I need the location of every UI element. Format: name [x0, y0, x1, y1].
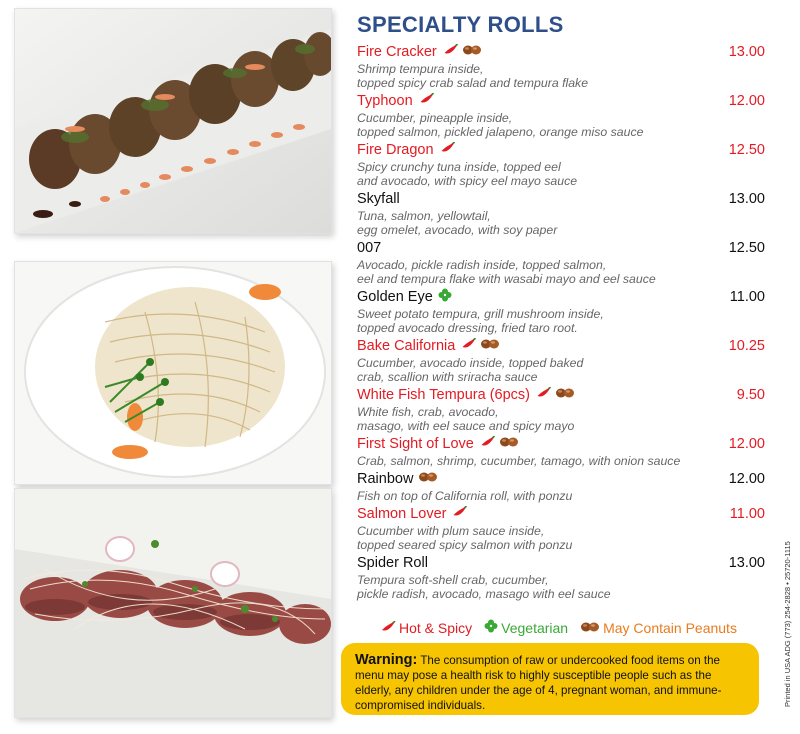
- menu-item-name: [357, 555, 433, 571]
- menu-item-header: [357, 189, 765, 209]
- menu-item-description-line: Crab, salmon, shrimp, cucumber, tamago, with onion sauce: [357, 454, 681, 468]
- menu-item-name: [357, 191, 405, 207]
- menu-item-header: [357, 553, 765, 573]
- legend-vegetarian: [484, 619, 568, 636]
- menu-item-description: [357, 62, 765, 90]
- menu-item-header: [357, 434, 765, 454]
- menu-item: [357, 238, 765, 286]
- menu-item-name-text: Typhoon: [357, 93, 413, 109]
- menu-item-description: [357, 356, 765, 384]
- chili-pepper-icon: [479, 436, 496, 452]
- menu-item-name-text: 007: [357, 240, 382, 256]
- menu-item-header: [357, 42, 765, 62]
- menu-item-name: [357, 471, 441, 487]
- menu-item-header: [357, 91, 765, 111]
- clover-icon: [438, 288, 452, 306]
- menu-title: SPECIALTY ROLLS: [357, 12, 564, 37]
- menu-item-name: [357, 506, 471, 522]
- menu-item-description-line: and avocado, with spicy eel mayo sauce: [357, 174, 578, 188]
- menu-item-description: [357, 405, 765, 433]
- menu-item-description: [357, 454, 765, 468]
- menu-item-name-text: Fire Cracker: [357, 44, 437, 60]
- menu-item-description-line: topped salmon, pickled jalapeno, orange miso sauce: [357, 125, 644, 139]
- menu-item-description-line: egg omelet, avocado, with soy paper: [357, 223, 558, 237]
- menu-item-description-line: masago, with eel sauce and spicy mayo: [357, 419, 575, 433]
- menu-item-price: 12.00: [728, 93, 765, 109]
- legend-hot-label: Hot & Spicy: [399, 619, 473, 636]
- menu-item-price: 13.00: [728, 191, 765, 207]
- menu-item-description-line: Tuna, salmon, yellowtail,: [357, 209, 491, 223]
- menu-item-description-line: crab, scallion with sriracha sauce: [357, 370, 538, 384]
- menu-item-description: [357, 307, 765, 335]
- legend-peanuts-label: May Contain Peanuts: [603, 619, 737, 636]
- chili-pepper-icon: [451, 506, 468, 522]
- menu-item-name: [357, 338, 503, 354]
- menu-item-description-line: Tempura soft-shell crab, cucumber,: [357, 573, 549, 587]
- legend-hot-spicy: [380, 620, 472, 636]
- menu-item-description-line: Avocado, pickle radish inside, topped salmon,: [357, 258, 607, 272]
- menu-item: [357, 91, 765, 139]
- menu-item-description-line: Cucumber, avocado inside, topped baked: [357, 356, 584, 370]
- menu-item-description-line: topped avocado dressing, fried taro root.: [357, 321, 578, 335]
- menu-items-list: [357, 42, 765, 601]
- menu-item-name: [357, 93, 438, 109]
- menu-item-price: 10.25: [728, 338, 765, 354]
- menu-item-description: [357, 160, 765, 188]
- peanut-icon: [580, 620, 600, 636]
- menu-item-header: [357, 287, 765, 307]
- menu-item-description-line: pickle radish, avocado, masago with eel sauce: [357, 587, 611, 601]
- menu-item-description-line: White fish, crab, avocado,: [357, 405, 499, 419]
- menu-item-name-text: Fire Dragon: [357, 142, 434, 158]
- chili-pepper-icon: [460, 338, 477, 354]
- menu-item-price: 12.50: [728, 240, 765, 256]
- clover-icon: [484, 619, 498, 636]
- icon-legend: [380, 619, 745, 636]
- menu-item-price: 12.00: [728, 436, 765, 452]
- legend-vegetarian-label: Vegetarian: [501, 619, 569, 636]
- menu-item-name-text: Bake California: [357, 338, 456, 354]
- menu-item-description-line: Shrimp tempura inside,: [357, 62, 484, 76]
- menu-item: [357, 287, 765, 335]
- menu-item-header: [357, 140, 765, 160]
- menu-item: [357, 434, 765, 468]
- menu-item-price: 11.00: [729, 506, 765, 522]
- warning-box: [341, 643, 759, 715]
- menu-item-price: 12.50: [728, 142, 765, 158]
- peanut-icon: [499, 436, 519, 452]
- menu-item-name: [357, 387, 578, 403]
- menu-item-name-text: Salmon Lover: [357, 506, 447, 522]
- menu-item-description-line: topped seared spicy salmon with ponzu: [357, 538, 573, 552]
- menu-item-name-text: Rainbow: [357, 471, 414, 487]
- menu-item-name-text: White Fish Tempura (6pcs): [357, 387, 530, 403]
- photo-taro-salad: [14, 261, 332, 485]
- menu-item-header: [357, 238, 765, 258]
- menu-item: [357, 42, 765, 90]
- menu-item: [357, 189, 765, 237]
- menu-item-name: [357, 436, 522, 452]
- menu-item-name: [357, 44, 485, 60]
- menu-item-description: [357, 111, 765, 139]
- peanut-icon: [480, 338, 500, 354]
- menu-item-name-text: Skyfall: [357, 191, 400, 207]
- menu-item-name-text: Spider Roll: [357, 555, 428, 571]
- menu-item: [357, 504, 765, 552]
- menu-item-description-line: Sweet potato tempura, grill mushroom inside,: [357, 307, 604, 321]
- menu-section: [357, 12, 765, 602]
- menu-item-name-text: First Sight of Love: [357, 436, 474, 452]
- menu-item-price: 13.00: [728, 44, 765, 60]
- menu-item: [357, 553, 765, 601]
- menu-item-description-line: Cucumber, pineapple inside,: [357, 111, 513, 125]
- menu-item-price: 9.50: [736, 387, 765, 403]
- peanut-icon: [462, 44, 482, 60]
- chili-pepper-icon: [535, 387, 552, 403]
- menu-item-name: [357, 240, 386, 256]
- menu-item-name-text: Golden Eye: [357, 289, 433, 305]
- menu-item: [357, 140, 765, 188]
- menu-item-name: [357, 288, 455, 306]
- photo-seared-tuna: [14, 488, 332, 718]
- menu-item-header: [357, 504, 765, 524]
- menu-item-description: [357, 489, 765, 503]
- menu-item-description-line: eel and tempura flake with wasabi mayo and eel sauce: [357, 272, 656, 286]
- menu-item-description: [357, 573, 765, 601]
- menu-item: [357, 336, 765, 384]
- menu-item-price: 13.00: [728, 555, 765, 571]
- warning-title: Warning:: [355, 652, 418, 668]
- print-note: Printed in USA ADG (773) 254-2828 • 25720-1115: [783, 541, 792, 707]
- chili-pepper-icon: [380, 620, 396, 636]
- menu-item-price: 11.00: [729, 289, 765, 305]
- menu-item: [357, 469, 765, 503]
- legend-peanuts: [580, 620, 737, 636]
- menu-item-description-line: topped spicy crab salad and tempura flake: [357, 76, 589, 90]
- warning-text: The consumption of raw or undercooked food items on the menu may pose a health risk to highly susceptible people such as the elderly, any children under the age of 4, pregnant woman, and immune-compromised individuals.: [355, 654, 722, 712]
- menu-item-description: [357, 209, 765, 237]
- menu-item-header: [357, 469, 765, 489]
- photo-sushi-roll: [14, 8, 332, 234]
- menu-item-name: [357, 142, 459, 158]
- menu-item-header: [357, 336, 765, 356]
- menu-item: [357, 385, 765, 433]
- chili-pepper-icon: [442, 44, 459, 60]
- menu-item-price: 12.00: [728, 471, 765, 487]
- chili-pepper-icon: [418, 93, 435, 109]
- chili-pepper-icon: [439, 142, 456, 158]
- menu-item-description: [357, 258, 765, 286]
- menu-item-description-line: Fish on top of California roll, with ponzu: [357, 489, 573, 503]
- menu-item-header: [357, 385, 765, 405]
- menu-item-description: [357, 524, 765, 552]
- menu-item-description-line: Spicy crunchy tuna inside, topped eel: [357, 160, 561, 174]
- peanut-icon: [555, 387, 575, 403]
- menu-item-description-line: Cucumber with plum sauce inside,: [357, 524, 545, 538]
- peanut-icon: [418, 471, 438, 487]
